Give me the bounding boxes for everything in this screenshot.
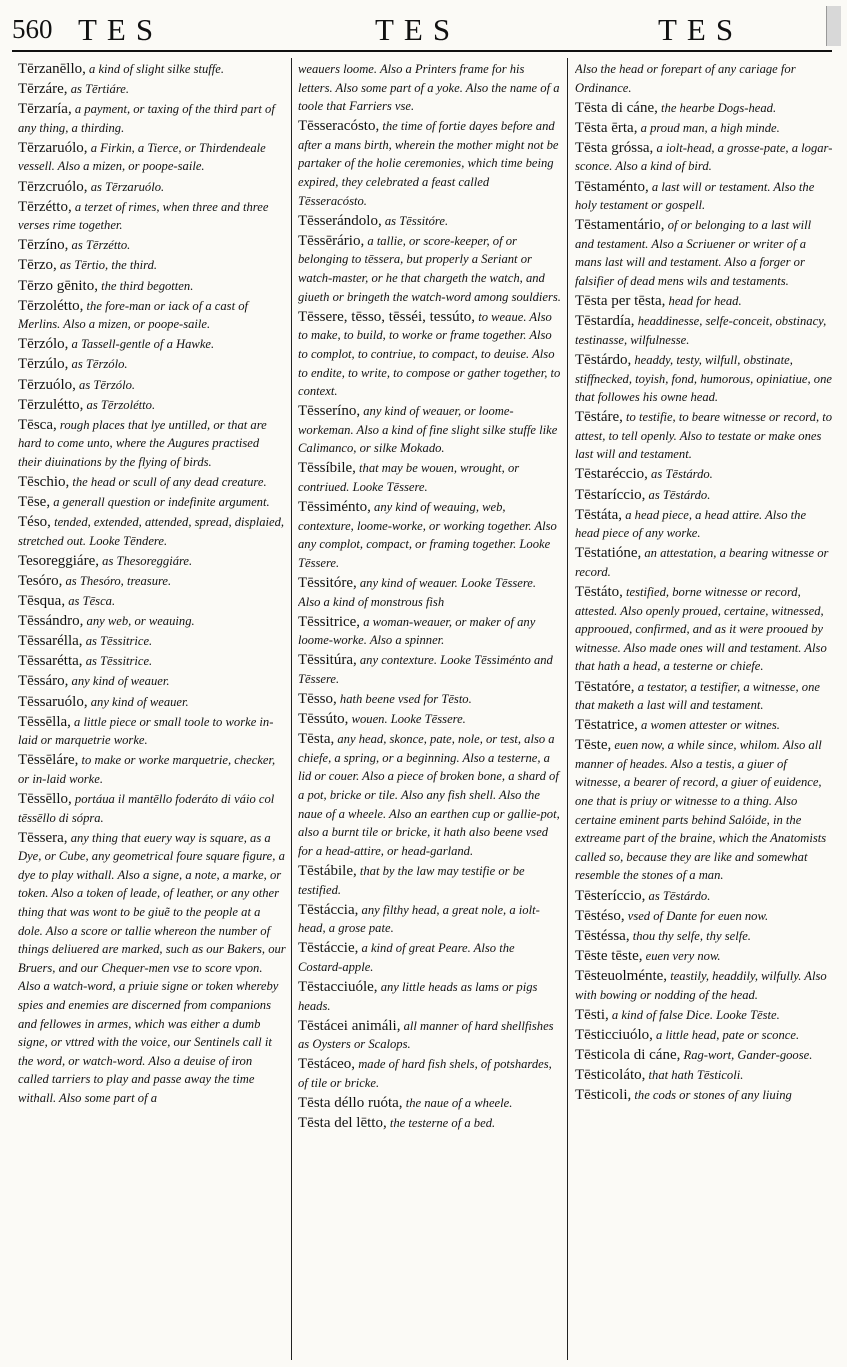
entry-definition: a proud man, a high minde. bbox=[637, 120, 780, 135]
entry-headword: Tēsti, bbox=[575, 1006, 609, 1023]
dictionary-entry bbox=[575, 486, 833, 505]
entry-definition: as Tērzólo. bbox=[68, 357, 128, 372]
entry-headword: Tērzcruólo, bbox=[18, 178, 88, 195]
entry-definition: any filthy head, a great nole, a iolt-head, a grose pate. bbox=[298, 902, 540, 936]
entry-headword: Tēssarétta, bbox=[18, 653, 83, 670]
entry-headword: Tēssarélla, bbox=[18, 633, 83, 650]
entry-headword: Tēssēláre, bbox=[18, 752, 79, 769]
dictionary-entry bbox=[575, 887, 833, 906]
dictionary-entry bbox=[298, 574, 561, 611]
entry-headword: Tēsca, bbox=[18, 416, 57, 433]
entry-headword: Tēstatióne, bbox=[575, 545, 642, 562]
entry-definition: the naue of a wheele. bbox=[402, 1096, 513, 1111]
dictionary-entry bbox=[18, 632, 286, 651]
entry-definition: as Tēsca. bbox=[65, 594, 116, 609]
entry-definition: as Tērzolétto. bbox=[83, 397, 156, 412]
entry-headword: Tēstáto, bbox=[575, 584, 623, 601]
entry-definition: Rag-wort, Gander-goose. bbox=[680, 1047, 813, 1062]
entry-definition: rough places that lye untilled, or that are hard to come unto, where the Augures practised their diuinations by the flying of birds. bbox=[18, 417, 267, 469]
entry-definition: to weaue. Also to make, to build, to worke or frame together. Also to complot, to contriue, to compact, to deuise. Also to endite, to write, to compose or gather together, to context. bbox=[298, 309, 561, 399]
dictionary-entry bbox=[18, 829, 286, 1108]
entry-definition: as Tērzétto. bbox=[68, 238, 131, 253]
entry-headword: Tēstatrice, bbox=[575, 717, 638, 734]
dictionary-entry bbox=[298, 60, 561, 116]
entry-definition: the hearbe Dogs-head. bbox=[657, 100, 777, 115]
entry-headword: Tēssēllo, bbox=[18, 790, 72, 807]
entry-definition: the third begotten. bbox=[97, 278, 194, 293]
dictionary-entry bbox=[18, 652, 286, 671]
entry-definition: as Tēssitrice. bbox=[82, 654, 153, 669]
entry-headword: Tēssitúra, bbox=[298, 652, 357, 669]
entry-definition: vsed of Dante for euen now. bbox=[624, 908, 769, 923]
entry-definition: a Tassell-gentle of a Hawke. bbox=[68, 337, 215, 352]
entry-headword: Tēsqua, bbox=[18, 593, 66, 610]
entry-headword: Tēstáta, bbox=[575, 506, 623, 523]
entry-definition: any little heads as lams or pigs heads. bbox=[298, 980, 538, 1013]
entry-headword: Tēschio, bbox=[18, 473, 70, 490]
dictionary-entry bbox=[18, 198, 286, 235]
entry-headword: Tēsso, bbox=[298, 691, 337, 708]
entry-headword: Tērzo gēnito, bbox=[18, 277, 98, 294]
dictionary-entry bbox=[575, 583, 833, 676]
column-divider-2 bbox=[567, 58, 568, 1360]
entry-definition: as Tēssitóre. bbox=[381, 213, 449, 228]
entry-headword: Tēsseríno, bbox=[298, 403, 361, 420]
dictionary-entry bbox=[575, 678, 833, 715]
entry-headword: Tēssitóre, bbox=[298, 575, 357, 592]
entry-headword: Téso, bbox=[18, 514, 51, 531]
entry-headword: Tērzulétto, bbox=[18, 396, 84, 413]
dictionary-entry bbox=[18, 297, 286, 334]
dictionary-entry bbox=[575, 736, 833, 885]
dictionary-entry bbox=[575, 907, 833, 926]
column-1 bbox=[18, 60, 286, 1360]
entry-headword: Tēsseracósto, bbox=[298, 118, 380, 135]
dictionary-entry bbox=[298, 402, 561, 458]
dictionary-entry bbox=[298, 901, 561, 938]
entry-definition: any kind of weauer, or loome-workeman. Also a kind of fine slight silke stuffe like Calimanco, or silke Mokado. bbox=[298, 404, 558, 456]
entry-definition: hath beene vsed for Tēsto. bbox=[336, 692, 472, 707]
entry-headword: Tēsticola di cáne, bbox=[575, 1046, 681, 1063]
entry-headword: Tērzaruólo, bbox=[18, 139, 88, 156]
entry-definition: that hath Tēsticoli. bbox=[645, 1067, 744, 1082]
entry-definition: headdinesse, selfe-conceit, obstinacy, testinasse, wilfulnesse. bbox=[575, 314, 827, 347]
entry-definition: thou thy selfe, thy selfe. bbox=[629, 928, 751, 943]
entry-headword: Tēsta ērta, bbox=[575, 119, 638, 136]
entry-definition: a last will or testament. Also the holy testament or gospell. bbox=[575, 179, 815, 213]
entry-definition: any contexture. Looke Tēssiménto and Tēssere. bbox=[298, 653, 553, 686]
entry-definition: tended, extended, attended, spread, displaied, stretched out. Looke Tēndere. bbox=[18, 515, 285, 548]
entry-definition: that by the law may testifie or be testified. bbox=[298, 863, 525, 897]
entry-headword: Tēsserándolo, bbox=[298, 212, 382, 229]
entry-headword: Tesóro, bbox=[18, 572, 63, 589]
entry-definition: as Tēstárdo. bbox=[645, 888, 711, 903]
dictionary-entry bbox=[18, 100, 286, 137]
entry-headword: Tērzólo, bbox=[18, 336, 69, 353]
entry-definition: any kind of weauer. Looke Tēssere. Also a kind of monstrous fish bbox=[298, 576, 537, 609]
entry-definition: euen very now. bbox=[642, 948, 721, 963]
dictionary-entry bbox=[575, 544, 833, 581]
dictionary-entry bbox=[18, 672, 286, 691]
dictionary-entry bbox=[575, 292, 833, 311]
entry-definition: a head piece, a head attire. Also the head piece of any worke. bbox=[575, 507, 807, 541]
dictionary-entry bbox=[18, 376, 286, 395]
entry-definition: a Firkin, a Tierce, or Thirdendeale vessell. Also a mizen, or poope-saile. bbox=[18, 140, 266, 174]
entry-definition: a women attester or witnes. bbox=[637, 718, 780, 733]
dictionary-entry bbox=[575, 1006, 833, 1025]
column-3 bbox=[575, 60, 833, 1360]
entry-headword: Tesoreggiáre, bbox=[18, 552, 99, 569]
dictionary-entry bbox=[575, 119, 833, 138]
entry-definition: teastily, headdily, wilfully. Also with bowing or nodding of the head. bbox=[575, 968, 827, 1002]
entry-headword: Tēstáccia, bbox=[298, 901, 359, 918]
entry-headword: Tērzaría, bbox=[18, 101, 72, 118]
dictionary-entry bbox=[298, 939, 561, 976]
dictionary-entry bbox=[575, 139, 833, 176]
entry-headword: Tērzúlo, bbox=[18, 356, 69, 373]
entry-headword: Tēste tēste, bbox=[575, 947, 643, 964]
entry-headword: Tērzáre, bbox=[18, 81, 68, 98]
entry-definition: any kind of weauer. bbox=[87, 694, 189, 709]
entry-headword: Tēsteuolménte, bbox=[575, 967, 668, 984]
entry-definition: as Thesóro, treasure. bbox=[62, 573, 172, 588]
entry-headword: Tēstaréccio, bbox=[575, 466, 648, 483]
entry-definition: a terzet of rimes, when three and three verses rime together. bbox=[18, 199, 269, 233]
entry-definition: as Tērzaruólo. bbox=[87, 179, 165, 194]
dictionary-entry bbox=[575, 216, 833, 290]
column-2 bbox=[298, 60, 561, 1360]
dictionary-entry bbox=[18, 396, 286, 415]
dictionary-entry bbox=[298, 613, 561, 650]
dictionary-entry bbox=[18, 139, 286, 176]
entry-headword: Tēstardía, bbox=[575, 313, 635, 330]
entry-definition: a little head, pate or sconce. bbox=[652, 1027, 800, 1042]
entry-definition: made of hard fish shels, of potshardes, of tile or bricke. bbox=[298, 1057, 552, 1090]
dictionary-entry bbox=[18, 592, 286, 611]
entry-headword: Tēsta gróssa, bbox=[575, 139, 654, 156]
dictionary-entry bbox=[575, 1086, 833, 1105]
dictionary-entry bbox=[298, 862, 561, 899]
entry-definition: any kind of weauing, web, contexture, loome-worke, or working together. Also any complot, compact, or framing together. Looke Tēssere. bbox=[298, 500, 557, 570]
dictionary-entry bbox=[18, 552, 286, 571]
entry-definition: a generall question or indefinite argument. bbox=[50, 495, 270, 510]
dictionary-entry bbox=[575, 99, 833, 118]
dictionary-entry bbox=[575, 1066, 833, 1085]
page-corner-mark bbox=[826, 6, 841, 46]
entry-headword: Tēssera, bbox=[18, 829, 68, 846]
entry-headword: Tēstácei animáli, bbox=[298, 1017, 401, 1034]
dictionary-entry bbox=[18, 713, 286, 750]
entry-headword: Tēstábile, bbox=[298, 862, 357, 879]
entry-definition: testified, borne witnesse or record, attested. Also openly proued, certaine, witnessed, approoued, confirmed, and as it were prooued by witnesse. Also made ones will and testament. Also that hath a head, a testerne or chiefe. bbox=[575, 585, 827, 674]
entry-definition: head for head. bbox=[665, 294, 742, 309]
dictionary-entry bbox=[18, 693, 286, 712]
entry-headword: Tēsta per tēsta, bbox=[575, 293, 666, 310]
dictionary-entry bbox=[575, 60, 833, 97]
entry-definition: as Tēssitrice. bbox=[82, 634, 153, 649]
dictionary-entry bbox=[575, 927, 833, 946]
dictionary-entry bbox=[575, 178, 833, 215]
dictionary-entry bbox=[298, 1114, 561, 1133]
entry-definition: a iolt-head, a grosse-pate, a logar-sconce. Also a kind of bird. bbox=[575, 140, 833, 174]
entry-headword: Tēssērário, bbox=[298, 232, 365, 249]
entry-headword: Tēstáccie, bbox=[298, 940, 359, 957]
entry-definition: the head or scull of any dead creature. bbox=[69, 474, 267, 489]
entry-headword: Tēssitrice, bbox=[298, 613, 361, 630]
entry-definition: a little piece or small toole to worke in-laid or marquetrie worke. bbox=[18, 714, 274, 748]
entry-definition: a payment, or taxing of the third part of any thing, a thirding. bbox=[18, 102, 275, 135]
entry-definition: the fore-man or iack of a cast of Merlins. Also a mizen, or poope-saile. bbox=[18, 298, 249, 332]
entry-headword: Tēssaruólo, bbox=[18, 693, 88, 710]
entry-headword: Tēssándro, bbox=[18, 613, 84, 630]
entry-headword: Tēsticoláto, bbox=[575, 1066, 646, 1083]
entry-headword: Tērzanēllo, bbox=[18, 61, 86, 77]
entry-definition: Also the head or forepart of any cariage for Ordinance. bbox=[575, 62, 796, 95]
entry-headword: Tēstacciuóle, bbox=[298, 979, 378, 995]
entry-definition: any thing that euery way is square, as a Dye, or Cube, any geometrical foure square figure, a dye to play withall. Also a signe, a note, a marke, or token. Also a token of leade, of leather, or any other thing that was wont to be giuẽ to the people at a dole. Also a score or tallie whereon the number of things deliuered are marked, such as our Bakers, our Bruers, and our Chequer-men vse to score vpon. Also a watch-word, a priuie signe or token whereby spies and enemies are discerned from companions and fellowes in armes, which was either a dumb signe, or vttred with the voice, our Sentinels call it the word, or watch-word. Also a deuise of iron called tarriers to play and passe away the time withall. Also some part of a bbox=[18, 830, 286, 1105]
dictionary-entry bbox=[575, 506, 833, 543]
entry-headword: Tēste, bbox=[575, 737, 612, 754]
dictionary-entry bbox=[18, 335, 286, 354]
entry-headword: Tēstáceo, bbox=[298, 1056, 356, 1073]
entry-definition: wouen. Looke Tēssere. bbox=[348, 712, 466, 727]
header-rule bbox=[12, 50, 832, 52]
dictionary-entry bbox=[575, 408, 833, 464]
entry-headword: Tēssúto, bbox=[298, 711, 349, 728]
entry-headword: Tēstárdo, bbox=[575, 351, 632, 368]
entry-headword: Tēstáre, bbox=[575, 409, 623, 426]
entry-definition: a kind of great Peare. Also the Costard-apple. bbox=[298, 941, 515, 974]
entry-headword: Tēssēlla, bbox=[18, 713, 71, 730]
dictionary-entry bbox=[298, 730, 561, 860]
dictionary-entry bbox=[18, 751, 286, 788]
dictionary-entry bbox=[18, 277, 286, 296]
entry-definition: to testifie, to beare witnesse or record, to attest, to tell openly. Also to testate or make ones last will and testament. bbox=[575, 410, 833, 462]
entry-definition: the testerne of a bed. bbox=[386, 1116, 496, 1131]
page-number: 560 bbox=[12, 14, 53, 44]
entry-definition: headdy, testy, wilfull, obstinate, stiffnecked, toyish, fond, humorous, opiniatiue, one that followes his owne head. bbox=[575, 352, 832, 405]
entry-definition: a tallie, or score-keeper, of or belonging to tēssera, but properly a Seriant or watch-master, or he that chargeth the watch, and giueth or bringeth the watch-word among souldiers. bbox=[298, 233, 561, 304]
dictionary-entry bbox=[18, 416, 286, 472]
running-head-left: TES bbox=[78, 12, 164, 47]
entry-definition: a testator, a testifier, a witnesse, one that maketh a last will and testament. bbox=[575, 679, 820, 713]
entry-headword: Tērzuólo, bbox=[18, 376, 76, 393]
dictionary-entry bbox=[575, 1026, 833, 1045]
entry-definition: any web, or weauing. bbox=[83, 614, 195, 629]
entry-headword: Tēstéso, bbox=[575, 907, 625, 924]
entry-headword: Tēsta del lētto, bbox=[298, 1115, 387, 1132]
entry-definition: the cods or stones of any liuing bbox=[631, 1087, 792, 1102]
entry-definition: an attestation, a bearing witnesse or record. bbox=[575, 546, 829, 579]
entry-definition: any kind of weauer. bbox=[68, 674, 170, 689]
dictionary-entry bbox=[298, 1055, 561, 1092]
entry-definition: weauers loome. Also a Printers frame for his letters. Also some part of a yoke. Also the name of a toole that Farriers vse. bbox=[298, 62, 560, 114]
dictionary-entry bbox=[575, 465, 833, 484]
dictionary-entry bbox=[18, 355, 286, 374]
entry-headword: Tēstéssa, bbox=[575, 927, 630, 944]
dictionary-entry bbox=[18, 60, 286, 79]
running-head-right: TES bbox=[658, 12, 744, 47]
entry-definition: as Thesoreggiáre. bbox=[99, 553, 193, 568]
entry-headword: Tērzíno, bbox=[18, 237, 69, 254]
dictionary-entry bbox=[575, 1046, 833, 1065]
entry-headword: Tērzétto, bbox=[18, 198, 72, 215]
entry-headword: Tēstaríccio, bbox=[575, 486, 646, 503]
running-head-center: TES bbox=[375, 12, 461, 47]
entry-definition: euen now, a while since, whilom. Also all manner of heades. Also a testis, a giuer of witnesse, a bearer of record, a giuer of euidence, one that is priuy or witnesse to a thing. Also certaine eminent parts behind Salóide, in the extreame part of the braine, which the Anatomists called so, because they are like and somewhat resemble the stones of a man. bbox=[575, 738, 827, 883]
dictionary-entry bbox=[298, 651, 561, 688]
entry-headword: Tērzolétto, bbox=[18, 297, 84, 314]
entry-headword: Tēssíbile, bbox=[298, 460, 356, 477]
entry-headword: Tēssiménto, bbox=[298, 499, 371, 516]
dictionary-entry bbox=[298, 232, 561, 306]
entry-definition: as Tērtio, the third. bbox=[56, 258, 158, 273]
page-header bbox=[0, 0, 847, 46]
dictionary-entry bbox=[18, 236, 286, 255]
entry-definition: a kind of slight silke stuffe. bbox=[85, 62, 225, 76]
dictionary-entry bbox=[18, 256, 286, 275]
dictionary-entry bbox=[575, 716, 833, 735]
dictionary-entry bbox=[298, 710, 561, 729]
entry-headword: Tēssáro, bbox=[18, 673, 69, 690]
entry-definition: as Tērtiáre. bbox=[67, 82, 130, 97]
dictionary-entry bbox=[575, 312, 833, 349]
entry-definition: all manner of hard shellfishes as Oysters or Scalops. bbox=[298, 1018, 554, 1052]
entry-headword: Tēsticciuólo, bbox=[575, 1026, 653, 1043]
dictionary-entry bbox=[18, 178, 286, 197]
entry-headword: Tēstatóre, bbox=[575, 678, 635, 695]
entry-definition: a kind of false Dice. Looke Tēste. bbox=[608, 1007, 780, 1022]
dictionary-entry bbox=[575, 967, 833, 1004]
entry-definition: as Tēstárdo. bbox=[647, 467, 713, 482]
dictionary-entry bbox=[298, 459, 561, 496]
dictionary-entry bbox=[298, 498, 561, 572]
entry-definition: a woman-weauer, or maker of any loome-worke. Also a spinner. bbox=[298, 614, 536, 648]
entry-headword: Tēstamentário, bbox=[575, 217, 665, 234]
entry-definition: of or belonging to a last will and testament. Also a Scriuener or writer of a mans last will and testament. Also a forger or falsifier of dead mens wils and testaments. bbox=[575, 218, 812, 289]
entry-headword: Tēsteríccio, bbox=[575, 887, 646, 904]
entry-definition: that may be wouen, wrought, or contriued. Looke Tēssere. bbox=[298, 461, 520, 495]
dictionary-entry bbox=[18, 513, 286, 550]
dictionary-entry bbox=[575, 947, 833, 966]
dictionary-entry bbox=[298, 117, 561, 210]
entry-headword: Tēsta déllo ruóta, bbox=[298, 1095, 403, 1112]
entry-definition: as Tēstárdo. bbox=[645, 487, 711, 502]
dictionary-entry bbox=[298, 1017, 561, 1054]
dictionary-entry bbox=[18, 473, 286, 492]
entry-definition: portáua il mantēllo foderáto di váio col tēssēllo di sópra. bbox=[18, 791, 275, 825]
entry-headword: Tēsticoli, bbox=[575, 1086, 632, 1103]
entry-definition: any head, skonce, pate, nole, or test, also a chiefe, a spring, or a beginning. Also a testerne, a lid or couer. Also a piece of broken bone, a shard of a pot, bricke or tile. Also any fish shell. Also the naue of a wheele. Also an earthen cup or gallie-pot, also a burnt tile or bricke, it hath also beene vsed for a head-attire, or head-garland. bbox=[298, 732, 560, 858]
dictionary-entry bbox=[18, 790, 286, 827]
entry-headword: Tēstaménto, bbox=[575, 178, 649, 195]
dictionary-entry bbox=[18, 493, 286, 512]
entry-definition: as Tērzólo. bbox=[75, 377, 136, 392]
dictionary-entry bbox=[18, 572, 286, 591]
dictionary-entry bbox=[298, 690, 561, 709]
dictionary-entry bbox=[575, 351, 833, 407]
entry-headword: Tēsta di cáne, bbox=[575, 99, 658, 116]
entry-headword: Tēse, bbox=[18, 494, 51, 511]
entry-headword: Tērzo, bbox=[18, 257, 57, 274]
entry-headword: Tēssere, tēsso, tēsséi, tessúto, bbox=[298, 308, 476, 325]
dictionary-entry bbox=[18, 612, 286, 631]
dictionary-entry bbox=[18, 80, 286, 99]
dictionary-entry bbox=[298, 212, 561, 231]
entry-definition: the time of fortie dayes before and after a mans birth, wherein the mother might not be partaker of the holie ceremonies, which time being expired, they celebrated a feast called Tēsseracósto. bbox=[298, 119, 559, 208]
entry-headword: Tēsta, bbox=[298, 731, 335, 748]
dictionary-entry bbox=[298, 1094, 561, 1113]
dictionary-entry bbox=[298, 308, 561, 401]
entry-definition: to make or worke marquetrie, checker, or in-laid worke. bbox=[18, 753, 276, 786]
column-divider-1 bbox=[291, 58, 292, 1360]
dictionary-entry bbox=[298, 978, 561, 1015]
